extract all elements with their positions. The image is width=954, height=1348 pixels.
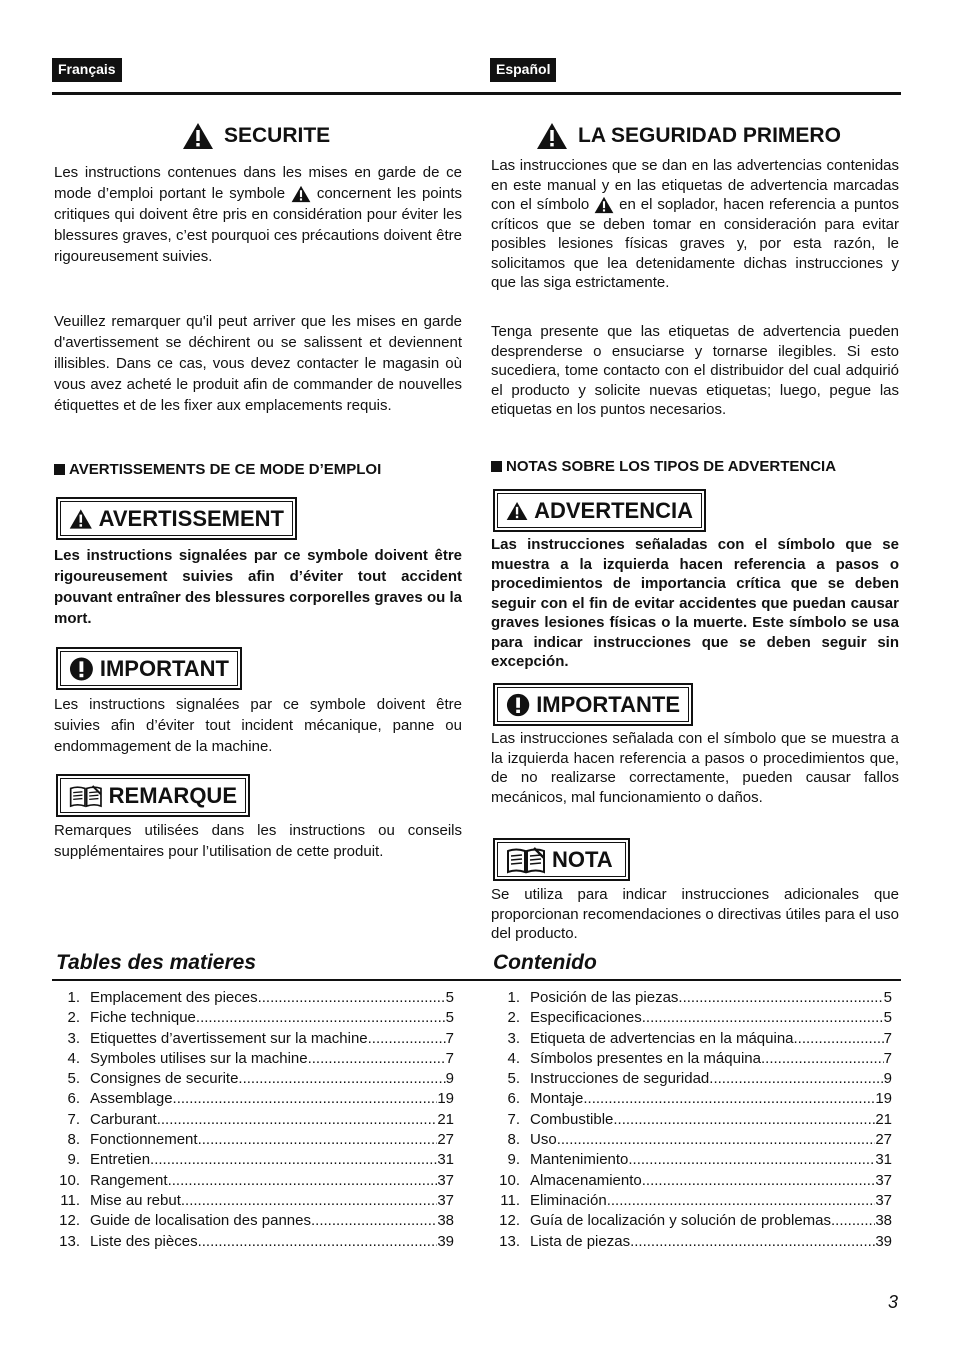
toc-entry-page: 27 (875, 1131, 892, 1149)
toc-entry-title: Assemblage (90, 1090, 173, 1108)
toc-entry-number: 11. (500, 1191, 520, 1209)
toc-entry-title: Eliminación (530, 1191, 607, 1209)
toc-entry-page: 7 (445, 1029, 454, 1047)
toc-entry-title: Posición de las piezas (530, 989, 679, 1006)
toc-entry[interactable] (54, 1008, 454, 1028)
toc-rule (52, 979, 901, 981)
safety-p1-end-fr: concernent les points critiques qui doivent être pris en considération pour éviter les blessures graves, c’est pourquoi ces précautions doivent être rigoureusement suivies. (54, 185, 462, 265)
toc-entry-leader (642, 1008, 884, 1028)
toc-entry[interactable] (54, 1089, 454, 1109)
toc-entry-title: Rangement (90, 1171, 168, 1189)
toc-entry-leader (181, 1191, 437, 1211)
toc-entry-leader (557, 1130, 876, 1150)
safety-title-text-es: LA SEGURIDAD PRIMERO (578, 124, 841, 147)
toc-entry-page: 27 (437, 1131, 454, 1149)
toc-entry[interactable] (54, 1211, 454, 1231)
toc-entry-title: Etiqueta de advertencias en la máquina (530, 1029, 794, 1047)
warning-triangle-icon (291, 185, 311, 203)
toc-entry-title: Guide de localisation des pannes (90, 1212, 311, 1230)
toc-entry-leader (642, 1171, 876, 1191)
toc-entry-page: 5 (445, 989, 454, 1006)
toc-entry-number: 12. (59, 1212, 80, 1230)
safety-paragraph-2-es: Tenga presente que las etiquetas de advertencia pueden desprenderse o ensuciarse y tornarse ilegibles. Si esto sucediera, tome contacto con el distribuidor del cual adquirió el producto y solicite nuevas etiquetas; luego, pegue las etiquetas en los puntos necesarios. (491, 323, 899, 418)
toc-entry-number: 2. (67, 1009, 80, 1027)
toc-entry-number: 7. (67, 1110, 80, 1128)
toc-entry[interactable] (494, 1029, 892, 1049)
toc-entry-page: 37 (437, 1171, 454, 1189)
toc-entry-number: 3. (507, 1029, 520, 1047)
toc-entry-number: 10. (59, 1171, 80, 1189)
toc-entry-number: 8. (67, 1131, 80, 1149)
toc-entry-title: Lista de piezas (530, 1232, 631, 1250)
toc-entry-title: Carburant (90, 1110, 157, 1128)
note-label-es (493, 838, 630, 881)
note-text-fr: Remarques utilisées dans les instructions ou conseils supplémentaires pour l’utilisation de cette produit. (54, 822, 462, 860)
toc-entry-page: 31 (875, 1151, 892, 1169)
toc-entry-leader (761, 1049, 884, 1069)
toc-entry-page: 9 (445, 1070, 454, 1088)
toc-entry[interactable] (54, 1130, 454, 1150)
important-text-es: Las instrucciones señalada con el símbolo que se muestra a la izquierda hacen referencia a pasos o procedimientos que, de no realizarse correctamente, pueden causar fallos mecánicos, mal funcionamiento o daños. (491, 730, 899, 806)
toc-entry-title: Mise au rebut (90, 1191, 181, 1209)
toc-entry-title: Consignes de securite (90, 1070, 239, 1088)
language-tab-spanish: Español (490, 58, 556, 82)
toc-entry-page: 7 (445, 1049, 454, 1067)
toc-entry-page: 5 (445, 1009, 454, 1027)
toc-title-es: Contenido (493, 951, 597, 974)
toc-entry-number: 4. (67, 1049, 80, 1067)
toc-entry-leader (150, 1150, 437, 1170)
safety-title-text-fr: SECURITE (224, 124, 331, 147)
toc-entry-page: 37 (437, 1191, 454, 1209)
toc-entry-leader (168, 1171, 438, 1191)
toc-entry-number: 2. (507, 1009, 520, 1027)
bullet-square-icon (54, 464, 65, 475)
toc-entry[interactable] (494, 1130, 892, 1150)
toc-entry-leader (583, 1089, 875, 1109)
toc-entry-page: 38 (437, 1212, 454, 1230)
toc-entry[interactable] (494, 988, 892, 1008)
toc-entry-title: Almacenamiento (530, 1171, 642, 1189)
important-label-text-es: IMPORTANTE (536, 691, 680, 717)
toc-entry[interactable] (54, 1049, 454, 1069)
important-label-fr (56, 647, 242, 690)
toc-entry-page: 39 (437, 1232, 454, 1250)
toc-entry[interactable] (494, 1150, 892, 1170)
toc-entry-number: 7. (507, 1110, 520, 1128)
safety-p1-start-fr: Les instructions contenues dans les mises en garde de ce mode d’emploi portant le symbole (54, 164, 462, 202)
toc-entry-page: 7 (883, 1029, 892, 1047)
toc-entry-page: 37 (875, 1171, 892, 1189)
toc-entry-leader (173, 1089, 438, 1109)
toc-entry-number: 5. (67, 1070, 80, 1088)
note-label-fr (56, 774, 250, 817)
toc-entry[interactable] (494, 1211, 892, 1231)
toc-entry-title: Montaje (530, 1090, 584, 1108)
warning-triangle-icon (536, 122, 568, 150)
header-rule (52, 92, 901, 95)
toc-entry-title: Especificaciones (530, 1009, 642, 1027)
toc-title-fr: Tables des matieres (56, 951, 256, 974)
toc-entry[interactable] (54, 988, 454, 1008)
bullet-square-icon (491, 461, 502, 472)
language-tab-french: Français (52, 58, 122, 82)
toc-entry-page: 5 (883, 1009, 892, 1027)
toc-list-es (494, 988, 892, 1252)
warning-text-fr: Les instructions signalées par ce symbole doivent être rigoureusement suivies afin d’éviter tout accident pouvant entraîner des blessures corporelles graves ou la mort. (54, 547, 462, 627)
toc-entry[interactable] (494, 1110, 892, 1130)
toc-entry-page: 37 (875, 1191, 892, 1209)
note-label-text-es: NOTA (552, 846, 613, 872)
toc-entry-leader (678, 988, 883, 1008)
toc-entry-number: 6. (67, 1090, 80, 1108)
toc-entry[interactable] (54, 1171, 454, 1191)
toc-entry-number: 1. (507, 989, 520, 1006)
toc-entry[interactable] (494, 1069, 892, 1089)
toc-entry[interactable] (494, 1049, 892, 1069)
important-text-fr: Les instructions signalées par ce symbole doivent être suivies afin d’éviter tout incident mécanique, panne ou endommagement de la machine. (54, 696, 462, 755)
safety-title-es (536, 122, 841, 150)
toc-entry-title: Entretien (90, 1151, 151, 1169)
toc-entry[interactable] (54, 1069, 454, 1089)
warnings-subhead-fr (54, 461, 462, 478)
toc-entry[interactable] (494, 1191, 892, 1211)
toc-entry-leader (311, 1211, 437, 1231)
warnings-subhead-es (491, 458, 899, 475)
toc-entry-title: Combustible (530, 1110, 614, 1128)
toc-entry-page: 5 (883, 989, 892, 1006)
toc-entry-leader (258, 988, 446, 1008)
toc-entry[interactable] (54, 1191, 454, 1211)
toc-entry-page: 9 (883, 1070, 892, 1088)
warning-label-text-fr: AVERTISSEMENT (98, 505, 284, 531)
warning-label-fr (56, 497, 297, 540)
toc-entry-number: 3. (67, 1029, 80, 1047)
toc-entry-leader (368, 1029, 446, 1049)
toc-entry[interactable] (494, 1008, 892, 1028)
toc-entry-title: Guía de localización y solución de problemas (530, 1212, 832, 1230)
toc-entry-leader (831, 1211, 875, 1231)
toc-list-fr (54, 988, 454, 1252)
important-label-text-fr: IMPORTANT (99, 655, 229, 681)
warnings-subhead-text-fr: AVERTISSEMENTS DE CE MODE D’EMPLOI (69, 461, 382, 478)
toc-entry[interactable] (494, 1171, 892, 1191)
warning-triangle-icon (69, 506, 93, 532)
toc-entry-leader (630, 1232, 875, 1252)
toc-entry-title: Fiche technique (90, 1009, 196, 1027)
toc-entry-page: 31 (437, 1151, 454, 1169)
warning-text-es: Las instrucciones señaladas con el símbolo que se muestra a la izquierda hacen referencia a pasos o procedimientos de importancia crítica que se deben seguir con el fin de evitar accidentes que puedan causar graves lesiones físicas o la muerte. Este símbolo se usa para indicar instrucciones que se deben seguir sin excepción. (491, 536, 899, 670)
note-text-es: Se utiliza para indicar instrucciones adicionales que proporcionan recomendaciones o directivas útiles para el uso del producto. (491, 886, 899, 942)
toc-entry-number: 8. (507, 1131, 520, 1149)
toc-entry-number: 9. (67, 1151, 80, 1169)
toc-entry-number: 11. (60, 1191, 80, 1209)
toc-entry-number: 13. (499, 1232, 520, 1250)
toc-entry-leader (308, 1049, 446, 1069)
note-label-text-fr: REMARQUE (108, 782, 237, 808)
toc-entry-number: 5. (507, 1070, 520, 1088)
toc-entry[interactable] (54, 1110, 454, 1130)
toc-entry-number: 6. (507, 1090, 520, 1108)
toc-entry-leader (198, 1130, 438, 1150)
toc-entry-title: Mantenimiento (530, 1151, 629, 1169)
toc-entry-title: Uso (530, 1131, 557, 1149)
toc-entry-page: 19 (875, 1090, 892, 1108)
toc-entry[interactable] (54, 1150, 454, 1170)
page-number: 3 (888, 1292, 899, 1312)
safety-p1-end-es: en el soplador, hacen referencia a puntos críticos que se deben tomar en consideración para evitar posibles lesiones físicas graves y, por esta razón, le solicitamos que lea detenidamente dichas instrucciones y que las siga estrictamente. (491, 196, 900, 291)
toc-entry-page: 21 (437, 1110, 454, 1128)
warnings-subhead-text-es: NOTAS SOBRE LOS TIPOS DE ADVERTENCIA (506, 458, 837, 475)
toc-entry-leader (157, 1110, 438, 1130)
toc-entry-page: 21 (875, 1110, 892, 1128)
toc-entry-number: 1. (67, 989, 80, 1006)
safety-paragraph-1-fr (54, 162, 462, 267)
toc-entry-title: Símbolos presentes en la máquina (530, 1049, 761, 1067)
toc-entry[interactable] (494, 1089, 892, 1109)
warning-triangle-icon (506, 498, 528, 524)
toc-entry-page: 19 (437, 1090, 454, 1108)
toc-entry-page: 39 (875, 1232, 892, 1250)
toc-entry-leader (198, 1232, 438, 1252)
toc-entry-title: Emplacement des pieces (90, 989, 258, 1006)
toc-entry-page: 7 (883, 1049, 892, 1067)
toc-entry-leader (628, 1150, 875, 1170)
warning-triangle-icon (182, 122, 214, 150)
toc-entry-number: 9. (507, 1151, 520, 1169)
toc-entry-number: 10. (499, 1171, 520, 1189)
warning-label-text-es: ADVERTENCIA (534, 497, 693, 523)
exclamation-circle-icon (69, 656, 94, 682)
toc-entry-title: Etiquettes d’avertissement sur la machine (90, 1029, 368, 1047)
safety-title-fr (182, 122, 330, 150)
toc-entry-leader (238, 1069, 445, 1089)
important-label-es (493, 683, 693, 726)
toc-entry[interactable] (54, 1029, 454, 1049)
open-book-note-icon (69, 782, 103, 810)
safety-paragraph-2-fr: Veuillez remarquer qu'il peut arriver que les mises en garde d'avertissement se déchirent ou se salissent et deviennent illisibles. Dans ce cas, vous devez contacter le magasin où vous avez acheté le produit afin de commander de nouvelles étiquettes et de les fixer aux emplacements requis. (54, 313, 462, 414)
safety-paragraph-1-es (491, 156, 899, 293)
toc-entry-title: Liste des pièces (90, 1232, 198, 1250)
exclamation-circle-icon (506, 692, 530, 718)
warning-triangle-icon (594, 196, 614, 214)
toc-entry[interactable] (54, 1232, 454, 1252)
toc-entry-title: Symboles utilises sur la machine (90, 1049, 308, 1067)
toc-entry-leader (607, 1191, 876, 1211)
toc-entry-number: 4. (507, 1049, 520, 1067)
toc-entry-title: Fonctionnement (90, 1131, 198, 1149)
toc-entry-number: 12. (499, 1212, 520, 1230)
toc-entry-number: 13. (59, 1232, 80, 1250)
toc-entry-leader (196, 1008, 446, 1028)
toc-entry-title: Instrucciones de seguridad (530, 1070, 710, 1088)
toc-entry-leader (709, 1069, 883, 1089)
open-book-note-icon (506, 846, 546, 874)
toc-entry-leader (613, 1110, 875, 1130)
toc-entry[interactable] (494, 1232, 892, 1252)
toc-entry-leader (794, 1029, 884, 1049)
warning-label-es (493, 489, 706, 532)
toc-entry-page: 38 (875, 1212, 892, 1230)
safety-p1-start-es: Las instrucciones que se dan en las advertencias contenidas en este manual y en las etiquetas de advertencia marcadas con el símbolo (491, 157, 899, 213)
